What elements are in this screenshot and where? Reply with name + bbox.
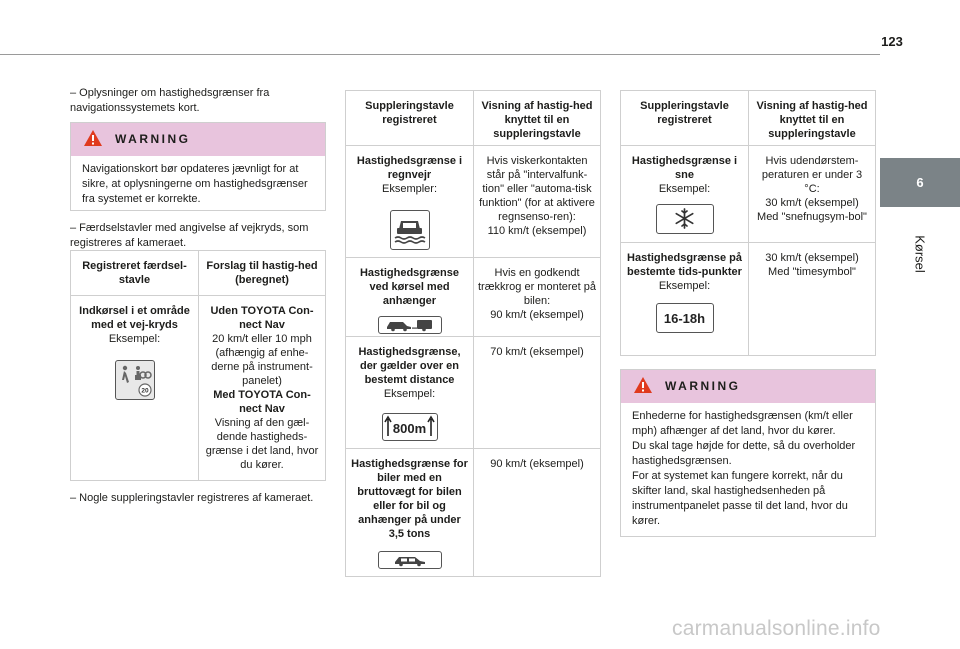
table-row	[621, 242, 875, 355]
snowflake-icon	[656, 204, 714, 234]
row-label: Hastighedsgrænse i regnvejr	[356, 155, 463, 181]
table-row	[346, 336, 600, 448]
warning-header	[621, 370, 875, 403]
footer-text: – Nogle suppleringstavler registreres af kameraet.	[70, 492, 314, 504]
zone-sign-icon	[115, 360, 155, 400]
warning-icon	[83, 129, 103, 147]
table-row	[346, 257, 600, 336]
value-title: Uden TOYOTA Con-nect Nav	[210, 305, 314, 331]
row-example: Eksempel:	[383, 388, 436, 400]
table-cell	[71, 296, 199, 480]
row-example: Eksempel:	[108, 333, 161, 345]
time-sign-icon	[656, 303, 714, 333]
table-cell	[346, 449, 474, 576]
value-text: Visning af den gæl-dende hastigheds-grænse i det land, hvor du kører.	[205, 417, 319, 471]
table-header-cell: Registreret færdsel-stavle	[71, 251, 199, 295]
warning-box	[70, 122, 326, 211]
value-text: 20 km/t eller 10 mph (afhængig af enhe-derne på instrument-panelet)	[211, 333, 313, 387]
table-cell	[346, 258, 474, 336]
warning-header	[71, 123, 325, 156]
table-cell	[346, 146, 474, 257]
warning-text: Enhederne for hastighedsgrænsen (km/t eller mph) afhænger af det land, hvor du kører. Du skal tage højde for dette, så du overholder hastighedsgrænsen. For at systemet kan fungere korrekt, når du skifter land, skal hastighedsenheden på instrumentpanelet passe til det land, hvor du kører.	[632, 410, 856, 527]
sign-number: 20	[140, 387, 149, 395]
chapter-tab[interactable]: 6	[880, 158, 960, 207]
traffic-sign-text: – Færdselstavler med angivelse af vejkryds, som registreres af kameraet.	[70, 222, 309, 249]
row-label: Hastighedsgrænse, der gælder over en bestemt distance	[358, 346, 461, 386]
row-example: Eksempler:	[381, 183, 438, 195]
intro-text: – Oplysninger om hastighedsgrænser fra navigationssystemets kort.	[70, 87, 270, 114]
warning-icon	[633, 376, 653, 394]
car-trailer-icon	[378, 316, 442, 334]
row-label: Hastighedsgrænse på bestemte tids-punkter	[627, 252, 742, 278]
table-header-cell: Suppleringstavle registreret	[621, 91, 749, 145]
rain-car-icon	[390, 210, 430, 250]
table-header-row	[621, 91, 875, 145]
row-example: Eksempel:	[658, 280, 711, 292]
table-row	[621, 145, 875, 242]
table-cell: Hvis viskerkontakten står på "intervalfunk-tion" eller "automa-tisk funktion" (for at aktivere regnsenso-ren): 110 km/t (eksempel)	[479, 155, 595, 237]
table-cell	[346, 337, 474, 448]
table-cell	[621, 146, 749, 242]
value-title: Med TOYOTA Con-nect Nav	[213, 389, 311, 415]
table-cell	[621, 243, 749, 355]
warning-text: Navigationskort bør opdateres jævnligt for at sikre, at oplysningerne om hastighedsgrænser fra systemet er korrekte.	[82, 163, 308, 205]
page-number: 123	[881, 34, 903, 49]
distance-sign-icon	[382, 413, 438, 441]
sign-text: 16-18h	[663, 311, 705, 326]
watermark: carmanualsonline.info	[672, 617, 881, 640]
table-cell: Hvis en godkendt trækkrog er monteret på bilen: 90 km/t (eksempel)	[478, 267, 596, 321]
header-rule	[0, 54, 880, 55]
warning-box-2	[620, 369, 876, 537]
table-row	[346, 145, 600, 257]
warning-title: WARNING	[665, 379, 741, 393]
row-label: Hastighedsgrænse i sne	[631, 155, 738, 181]
table-header-row	[346, 91, 600, 145]
row-label: Indkørsel i et område med et vej-kryds	[79, 305, 190, 331]
table-cell: 70 km/t (eksempel)	[490, 346, 584, 358]
table-header-cell: Suppleringstavle registreret	[346, 91, 474, 145]
sign-text: 800m	[392, 421, 426, 436]
supplementary-table	[345, 90, 601, 577]
table-cell: 90 km/t (eksempel)	[490, 458, 584, 470]
row-label: Hastighedsgrænse ved kørsel med anhænger	[359, 267, 460, 307]
table-header-cell: Forslag til hastig-hed (beregnet)	[206, 260, 318, 286]
table-header-cell: Visning af hastig-hed knyttet til en suppleringstavle	[481, 100, 593, 140]
table-cell: Hvis udendørstem-peraturen er under 3 °C: 30 km/t (eksempel) Med "snefnugsym-bol"	[757, 155, 867, 223]
supplementary-table-2	[620, 90, 876, 356]
junction-table	[70, 250, 326, 481]
table-header-cell: Visning af hastig-hed knyttet til en suppleringstavle	[756, 100, 868, 140]
table-cell: 30 km/t (eksempel) Med "timesymbol"	[765, 252, 859, 278]
table-row	[71, 295, 325, 480]
row-label: Hastighedsgrænse for biler med en bruttovægt for bilen eller for bil og anhænger på under 3,5 tons	[351, 458, 468, 540]
table-row	[346, 448, 600, 576]
warning-title: WARNING	[115, 132, 191, 146]
car-icon	[378, 551, 442, 569]
chapter-title: Kørsel	[912, 235, 928, 273]
table-header-row	[71, 251, 325, 295]
table-cell	[199, 296, 325, 480]
row-example: Eksempel:	[658, 183, 711, 195]
chapter-label	[880, 212, 960, 302]
